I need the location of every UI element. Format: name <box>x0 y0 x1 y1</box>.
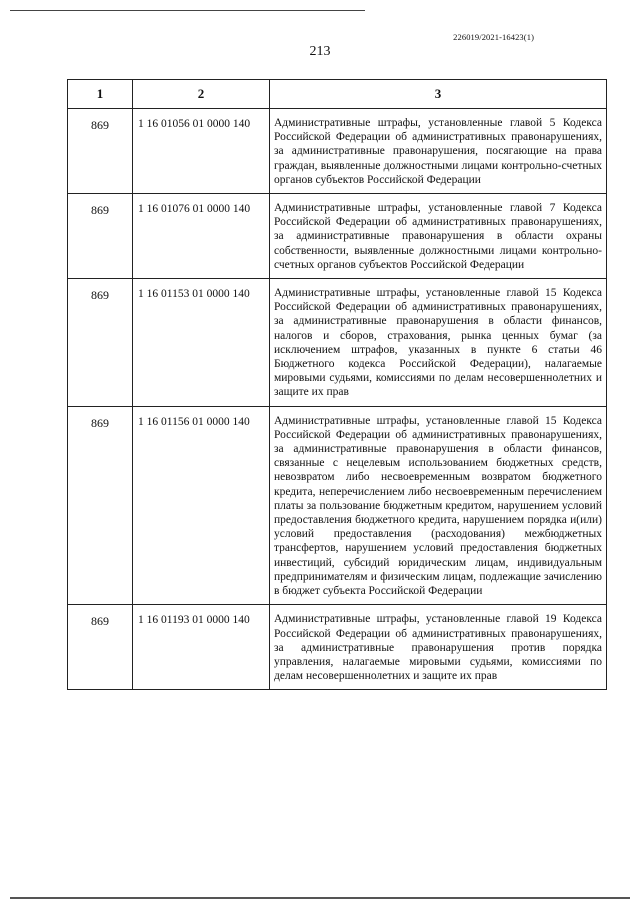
fines-table <box>67 79 607 690</box>
table-row <box>68 279 607 407</box>
admin-code-cell: 869 <box>68 194 133 279</box>
kbk-code-cell: 1 16 01076 01 0000 140 <box>133 194 270 279</box>
column-header-1: 1 <box>68 80 133 109</box>
kbk-code-cell: 1 16 01153 01 0000 140 <box>133 279 270 407</box>
description-cell: Административные штрафы, установленные главой 5 Кодекса Российской Федерации об административных правонарушениях, за административные правонарушения, посягающие на права граждан, выявленные должностными лицами контрольно-счетных органов субъектов Российской Федерации <box>270 109 607 194</box>
kbk-code-cell: 1 16 01156 01 0000 140 <box>133 406 270 605</box>
description-cell: Административные штрафы, установленные главой 15 Кодекса Российской Федерации об административных правонарушениях, за административные правонарушения в области финансов, налогов и сборов, страхования, рынка ценных бумаг (за исключением штрафов, указанных в пункте 6 статьи 46 Бюджетного кодекса Российской Федерации), налагаемые мировыми судьями, комиссиями по делам несовершеннолетних и защите их прав <box>270 279 607 407</box>
admin-code-cell: 869 <box>68 279 133 407</box>
kbk-code-cell: 1 16 01056 01 0000 140 <box>133 109 270 194</box>
description-cell: Административные штрафы, установленные главой 19 Кодекса Российской Федерации об административных правонарушениях, за административные правонарушения против порядка управления, налагаемые мировыми судьями, комиссиями по делам несовершеннолетних и защите их прав <box>270 605 607 690</box>
page-number: 213 <box>309 44 331 59</box>
bottom-divider <box>10 897 630 899</box>
description-cell: Административные штрафы, установленные главой 15 Кодекса Российской Федерации об административных правонарушениях, за административные правонарушения в области финансов, связанные с нецелевым использованием бюджетных средств, невозвратом либо несвоевременным возвратом бюджетного кредита, неперечислением либо несвоевременным перечислением платы за пользование бюджетным кредитом, нарушением условий предоставления бюджетного кредита, нарушением порядка и(или) условий предоставления (расходования) межбюджетных трансфертов, нарушением условий предоставления бюджетных инвестиций, субсидий юридическим лицам, индивидуальным предпринимателям и физическим лицам, подлежащие зачислению в бюджет субъекта Российской Федерации <box>270 406 607 605</box>
admin-code-cell: 869 <box>68 605 133 690</box>
description-cell: Административные штрафы, установленные главой 7 Кодекса Российской Федерации об административных правонарушениях, за административные правонарушения в области охраны собственности, выявленные должностными лицами контрольно-счетных органов субъектов Российской Федерации <box>270 194 607 279</box>
admin-code-cell: 869 <box>68 406 133 605</box>
table-header-row <box>68 80 607 109</box>
kbk-code-cell: 1 16 01193 01 0000 140 <box>133 605 270 690</box>
table-row <box>68 605 607 690</box>
top-divider <box>10 10 365 11</box>
table-row <box>68 406 607 605</box>
table-row <box>68 109 607 194</box>
column-header-2: 2 <box>133 80 270 109</box>
table-row <box>68 194 607 279</box>
admin-code-cell: 869 <box>68 109 133 194</box>
document-code: 226019/2021-16423(1) <box>453 32 534 42</box>
column-header-3: 3 <box>270 80 607 109</box>
